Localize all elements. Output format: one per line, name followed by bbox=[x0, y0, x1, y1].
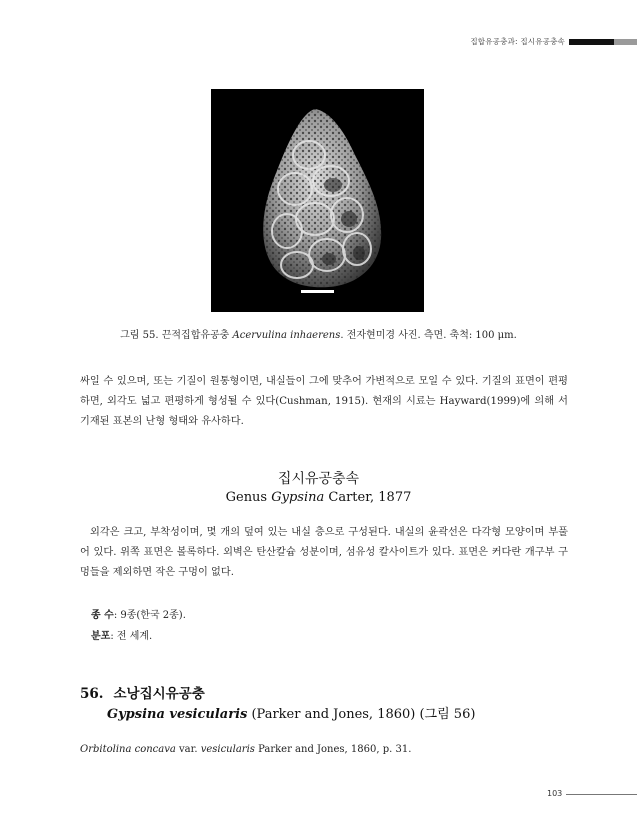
species-count-value: : 9종(한국 2종). bbox=[113, 610, 186, 621]
caption-prefix: 그림 55. 끈적집합유공충 bbox=[120, 330, 233, 341]
running-header bbox=[0, 36, 637, 48]
synonym-citation: Parker and Jones, 1860, p. 31. bbox=[254, 744, 412, 755]
distribution-value: : 전 세계. bbox=[110, 631, 153, 642]
synonym-name: Orbitolina concava bbox=[80, 744, 176, 755]
species-count-label: 종 수 bbox=[91, 610, 114, 621]
synonymy-entry bbox=[80, 744, 411, 755]
foraminifera-image bbox=[211, 89, 424, 312]
synonym-variety: vesicularis bbox=[200, 744, 255, 755]
figure-caption bbox=[0, 326, 637, 341]
caption-suffix: . 전자현미경 사진. 측면. 축척: 100 μm. bbox=[340, 330, 517, 341]
body-paragraph-2: 외각은 크고, 부착성이며, 몇 개의 덮여 있는 내실 층으로 구성된다. 내실의 윤곽선은 다각형 모양이며 부풀어 있다. 위쪽 표면은 볼록하다. 외벽은 탄산칼슘 성분이며, 섬유성 칼사이트가 있다. 표면은 커다란 개구부 구멍들을 제외하면 작은 구멍이 없다. bbox=[80, 527, 568, 578]
species-scientific-name: Gypsina vesicularis bbox=[107, 707, 248, 722]
genus-name: Gypsina bbox=[271, 490, 325, 505]
species-heading bbox=[80, 682, 205, 702]
synonym-var: var. bbox=[175, 744, 201, 755]
header-accent-bar bbox=[569, 39, 614, 45]
species-scientific-line bbox=[107, 703, 475, 722]
running-header-text: 집합유공충과: 집시유공충속 bbox=[470, 37, 565, 46]
header-gray-bar bbox=[614, 39, 637, 45]
page-number-rule bbox=[566, 794, 637, 795]
genus-prefix: Genus bbox=[225, 490, 272, 505]
species-number: 56. bbox=[80, 686, 104, 702]
genus-heading-latin bbox=[0, 490, 637, 505]
distribution-label: 분포 bbox=[91, 631, 111, 642]
species-korean-name: 소낭집시유공충 bbox=[113, 686, 205, 702]
sem-photograph bbox=[211, 89, 424, 312]
species-author: (Parker and Jones, 1860) (그림 56) bbox=[247, 707, 476, 722]
scale-bar bbox=[301, 290, 334, 293]
page-number: 103 bbox=[547, 789, 563, 798]
genus-author: Carter, 1877 bbox=[324, 490, 412, 505]
body-paragraph-1: 싸일 수 있으며, 또는 기질이 원통형이면, 내실들이 그에 맞추어 가변적으로 모일 수 있다. 기질의 표면이 편평하면, 외각도 넓고 편평하게 형성될 수 있다(Cushman, 1915). 현재의 시료는 Hayward(1999)에 의해 서 기재된 표본의 난형 형태와 유사하다. bbox=[80, 376, 568, 427]
caption-species: Acervulina inhaerens bbox=[232, 330, 341, 341]
distribution bbox=[91, 627, 152, 642]
genus-heading-korean: 집시유공충속 bbox=[277, 471, 360, 487]
species-count bbox=[91, 606, 186, 621]
